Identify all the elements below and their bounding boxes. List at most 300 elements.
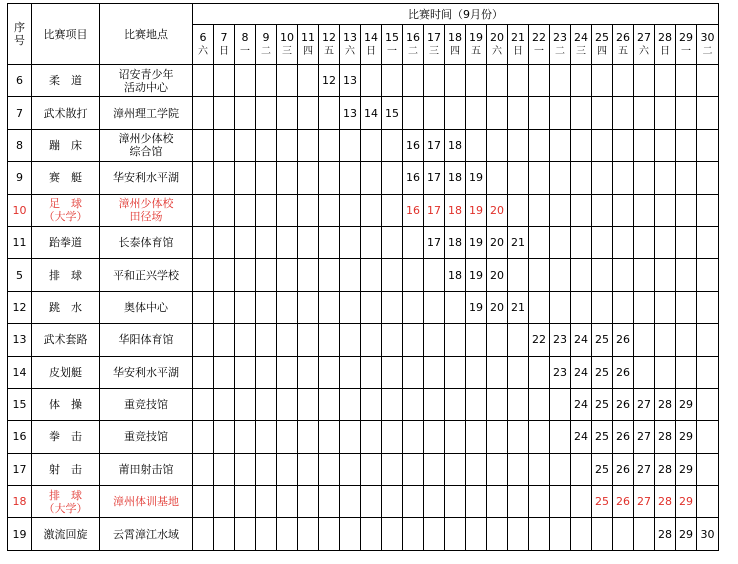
date-cell — [697, 226, 719, 258]
date-cell — [508, 162, 529, 194]
row-venue: 长泰体育馆 — [100, 226, 193, 258]
row-event: 皮划艇 — [32, 356, 100, 388]
date-cell — [193, 421, 214, 453]
day-weekday: 六 — [345, 46, 355, 57]
row-venue: 华安利水平湖 — [100, 162, 193, 194]
date-cell — [277, 486, 298, 518]
date-cell — [340, 129, 361, 161]
date-cell — [340, 226, 361, 258]
day-header-12 — [319, 25, 340, 65]
date-cell — [298, 162, 319, 194]
date-cell — [235, 226, 256, 258]
date-cell — [613, 129, 634, 161]
day-weekday: 六 — [198, 46, 208, 57]
date-cell — [613, 226, 634, 258]
date-cell — [382, 356, 403, 388]
row-event: 武术散打 — [32, 97, 100, 129]
day-number: 20 — [490, 31, 504, 44]
date-cell — [445, 324, 466, 356]
day-number: 30 — [700, 31, 715, 44]
date-cell — [256, 226, 277, 258]
date-cell: 25 — [592, 453, 613, 485]
date-cell — [466, 356, 487, 388]
day-weekday: 四 — [303, 46, 313, 57]
date-cell — [235, 65, 256, 97]
date-cell: 21 — [508, 291, 529, 323]
date-cell: 14 — [361, 97, 382, 129]
date-cell — [319, 388, 340, 420]
date-cell — [550, 453, 571, 485]
date-cell: 27 — [634, 453, 655, 485]
table-row — [8, 226, 719, 258]
date-cell — [361, 453, 382, 485]
day-weekday: 日 — [366, 46, 376, 57]
date-cell — [277, 97, 298, 129]
row-event: 蹦 床 — [32, 129, 100, 161]
row-venue: 重竞技馆 — [100, 421, 193, 453]
date-cell — [298, 291, 319, 323]
date-cell: 25 — [592, 421, 613, 453]
day-header-8 — [235, 25, 256, 65]
date-cell — [214, 129, 235, 161]
date-cell — [529, 421, 550, 453]
date-cell: 16 — [403, 194, 424, 226]
date-cell — [277, 162, 298, 194]
date-cell — [214, 97, 235, 129]
row-venue: 华安利水平湖 — [100, 356, 193, 388]
day-weekday: 一 — [534, 46, 544, 57]
date-cell — [550, 259, 571, 291]
date-cell — [193, 518, 214, 550]
row-venue: 漳州理工学院 — [100, 97, 193, 129]
date-cell — [277, 421, 298, 453]
date-cell — [235, 291, 256, 323]
date-cell — [424, 324, 445, 356]
row-event: 排 球 — [32, 259, 100, 291]
date-cell — [466, 486, 487, 518]
date-cell — [361, 162, 382, 194]
date-cell: 27 — [634, 486, 655, 518]
date-cell — [592, 129, 613, 161]
date-cell: 20 — [487, 259, 508, 291]
date-cell — [340, 388, 361, 420]
date-cell — [361, 356, 382, 388]
date-cell — [340, 194, 361, 226]
row-venue: 华阳体育馆 — [100, 324, 193, 356]
date-cell: 21 — [508, 226, 529, 258]
date-cell — [424, 291, 445, 323]
date-cell: 22 — [529, 324, 550, 356]
date-cell — [487, 324, 508, 356]
date-cell: 29 — [676, 388, 697, 420]
day-weekday: 四 — [450, 46, 460, 57]
row-seq: 9 — [8, 162, 32, 194]
day-number: 26 — [616, 31, 630, 44]
day-number: 8 — [241, 31, 249, 44]
day-header-29 — [676, 25, 697, 65]
date-cell — [592, 162, 613, 194]
date-cell — [571, 129, 592, 161]
date-cell — [634, 356, 655, 388]
date-cell — [256, 162, 277, 194]
day-header-28 — [655, 25, 676, 65]
date-cell — [445, 388, 466, 420]
day-number: 23 — [553, 31, 567, 44]
date-cell — [361, 226, 382, 258]
date-cell — [550, 97, 571, 129]
date-cell — [634, 518, 655, 550]
row-seq: 12 — [8, 291, 32, 323]
table-row — [8, 518, 719, 550]
date-cell: 18 — [445, 226, 466, 258]
date-cell — [550, 129, 571, 161]
date-cell — [613, 291, 634, 323]
date-cell — [403, 259, 424, 291]
date-cell — [340, 453, 361, 485]
date-cell — [193, 129, 214, 161]
row-event: 跆拳道 — [32, 226, 100, 258]
table-row — [8, 129, 719, 161]
date-cell — [277, 65, 298, 97]
date-cell — [697, 486, 719, 518]
date-cell — [634, 65, 655, 97]
date-cell — [466, 421, 487, 453]
row-seq: 7 — [8, 97, 32, 129]
header-seq-label: 序号 — [14, 21, 25, 47]
date-cell — [529, 291, 550, 323]
date-cell — [277, 259, 298, 291]
row-seq: 14 — [8, 356, 32, 388]
date-cell — [529, 194, 550, 226]
date-cell — [571, 259, 592, 291]
row-seq: 13 — [8, 324, 32, 356]
date-cell — [298, 194, 319, 226]
date-cell — [277, 324, 298, 356]
day-header-16 — [403, 25, 424, 65]
date-cell — [676, 194, 697, 226]
date-cell — [697, 324, 719, 356]
date-cell — [424, 388, 445, 420]
date-cell — [676, 356, 697, 388]
date-cell — [655, 291, 676, 323]
date-cell — [214, 421, 235, 453]
date-cell — [466, 453, 487, 485]
header-time-title: 比赛时间（9月份） — [193, 4, 719, 25]
date-cell — [340, 324, 361, 356]
day-header-13 — [340, 25, 361, 65]
header-row-top — [8, 4, 719, 25]
date-cell — [235, 162, 256, 194]
table-row — [8, 194, 719, 226]
date-cell — [592, 226, 613, 258]
header-event: 比赛项目 — [32, 4, 100, 65]
date-cell — [634, 97, 655, 129]
row-event: 排 球 （大学） — [32, 486, 100, 518]
table-row — [8, 421, 719, 453]
date-cell — [592, 65, 613, 97]
date-cell: 23 — [550, 356, 571, 388]
date-cell — [319, 259, 340, 291]
date-cell — [445, 97, 466, 129]
date-cell: 28 — [655, 421, 676, 453]
date-cell — [487, 129, 508, 161]
date-cell — [298, 453, 319, 485]
table-row — [8, 162, 719, 194]
date-cell — [298, 259, 319, 291]
table-row — [8, 97, 719, 129]
date-cell: 28 — [655, 453, 676, 485]
date-cell — [697, 388, 719, 420]
date-cell — [655, 97, 676, 129]
date-cell — [571, 65, 592, 97]
date-cell — [382, 486, 403, 518]
date-cell: 17 — [424, 194, 445, 226]
date-cell — [424, 356, 445, 388]
date-cell — [529, 129, 550, 161]
date-cell — [319, 194, 340, 226]
day-header-9 — [256, 25, 277, 65]
date-cell: 26 — [613, 453, 634, 485]
date-cell — [382, 421, 403, 453]
date-cell — [550, 518, 571, 550]
row-venue: 漳州体训基地 — [100, 486, 193, 518]
day-number: 15 — [385, 31, 399, 44]
date-cell — [529, 388, 550, 420]
date-cell — [424, 486, 445, 518]
date-cell — [445, 518, 466, 550]
date-cell — [550, 388, 571, 420]
date-cell — [256, 65, 277, 97]
date-cell — [193, 486, 214, 518]
date-cell — [529, 486, 550, 518]
date-cell — [508, 453, 529, 485]
row-seq: 5 — [8, 259, 32, 291]
day-weekday: 二 — [555, 46, 565, 57]
row-event: 足 球 （大学） — [32, 194, 100, 226]
day-header-25 — [592, 25, 613, 65]
date-cell: 19 — [466, 259, 487, 291]
date-cell — [613, 194, 634, 226]
schedule-header — [8, 4, 719, 65]
date-cell — [508, 518, 529, 550]
date-cell — [256, 356, 277, 388]
date-cell: 29 — [676, 486, 697, 518]
date-cell — [235, 453, 256, 485]
date-cell: 23 — [550, 324, 571, 356]
date-cell — [592, 259, 613, 291]
date-cell — [487, 65, 508, 97]
date-cell: 26 — [613, 486, 634, 518]
date-cell — [592, 194, 613, 226]
date-cell — [319, 453, 340, 485]
date-cell — [445, 291, 466, 323]
date-cell — [319, 486, 340, 518]
table-row — [8, 291, 719, 323]
date-cell: 18 — [445, 162, 466, 194]
date-cell: 27 — [634, 421, 655, 453]
row-venue: 重竞技馆 — [100, 388, 193, 420]
date-cell — [256, 453, 277, 485]
date-cell — [676, 324, 697, 356]
date-cell — [235, 388, 256, 420]
date-cell — [403, 291, 424, 323]
date-cell — [697, 97, 719, 129]
date-cell — [529, 356, 550, 388]
date-cell: 27 — [634, 388, 655, 420]
row-seq: 19 — [8, 518, 32, 550]
date-cell — [487, 518, 508, 550]
date-cell — [634, 259, 655, 291]
date-cell — [676, 97, 697, 129]
row-venue: 平和正兴学校 — [100, 259, 193, 291]
date-cell — [214, 453, 235, 485]
date-cell — [193, 259, 214, 291]
date-cell — [319, 162, 340, 194]
date-cell — [676, 162, 697, 194]
date-cell — [319, 291, 340, 323]
date-cell — [697, 453, 719, 485]
date-cell — [382, 226, 403, 258]
date-cell — [214, 324, 235, 356]
date-cell — [214, 388, 235, 420]
date-cell — [571, 97, 592, 129]
date-cell — [298, 324, 319, 356]
date-cell — [277, 194, 298, 226]
date-cell — [424, 518, 445, 550]
day-header-17 — [424, 25, 445, 65]
date-cell — [214, 486, 235, 518]
row-event: 跳 水 — [32, 291, 100, 323]
date-cell — [508, 97, 529, 129]
date-cell: 25 — [592, 356, 613, 388]
date-cell — [361, 259, 382, 291]
date-cell — [340, 259, 361, 291]
date-cell — [214, 518, 235, 550]
date-cell — [403, 324, 424, 356]
date-cell — [655, 129, 676, 161]
date-cell: 24 — [571, 356, 592, 388]
day-header-6 — [193, 25, 214, 65]
date-cell — [592, 518, 613, 550]
date-cell: 26 — [613, 388, 634, 420]
table-row — [8, 65, 719, 97]
day-number: 13 — [343, 31, 357, 44]
day-weekday: 三 — [282, 46, 292, 57]
day-weekday: 二 — [702, 46, 713, 57]
date-cell — [508, 486, 529, 518]
date-cell — [340, 291, 361, 323]
date-cell — [277, 291, 298, 323]
date-cell: 26 — [613, 356, 634, 388]
day-header-20 — [487, 25, 508, 65]
date-cell — [529, 162, 550, 194]
date-cell: 17 — [424, 162, 445, 194]
date-cell — [697, 162, 719, 194]
date-cell — [529, 453, 550, 485]
date-cell — [466, 65, 487, 97]
date-cell — [508, 129, 529, 161]
date-cell — [403, 65, 424, 97]
day-header-30 — [697, 25, 719, 65]
date-cell — [508, 421, 529, 453]
day-header-7 — [214, 25, 235, 65]
day-header-15 — [382, 25, 403, 65]
date-cell — [487, 356, 508, 388]
table-row — [8, 356, 719, 388]
day-weekday: 日 — [219, 46, 229, 57]
date-cell — [382, 194, 403, 226]
date-cell — [235, 421, 256, 453]
day-header-11 — [298, 25, 319, 65]
date-cell — [676, 259, 697, 291]
date-cell: 17 — [424, 129, 445, 161]
date-cell — [298, 97, 319, 129]
date-cell — [319, 324, 340, 356]
date-cell — [676, 226, 697, 258]
date-cell — [256, 421, 277, 453]
day-weekday: 六 — [492, 46, 502, 57]
day-weekday: 二 — [261, 46, 271, 57]
date-cell — [256, 97, 277, 129]
date-cell — [277, 226, 298, 258]
date-cell: 24 — [571, 421, 592, 453]
date-cell — [508, 194, 529, 226]
date-cell — [193, 226, 214, 258]
day-number: 22 — [532, 31, 546, 44]
row-venue: 莆田射击馆 — [100, 453, 193, 485]
date-cell: 19 — [466, 226, 487, 258]
date-cell — [550, 291, 571, 323]
day-header-22 — [529, 25, 550, 65]
date-cell — [508, 356, 529, 388]
date-cell — [340, 518, 361, 550]
date-cell — [634, 226, 655, 258]
row-event: 激流回旋 — [32, 518, 100, 550]
date-cell — [214, 356, 235, 388]
date-cell — [676, 65, 697, 97]
date-cell — [361, 324, 382, 356]
date-cell — [487, 486, 508, 518]
date-cell — [403, 421, 424, 453]
date-cell — [214, 291, 235, 323]
date-cell — [214, 259, 235, 291]
row-venue: 云霄漳江水域 — [100, 518, 193, 550]
date-cell — [361, 129, 382, 161]
table-row — [8, 388, 719, 420]
date-cell: 17 — [424, 226, 445, 258]
date-cell — [424, 453, 445, 485]
day-header-18 — [445, 25, 466, 65]
date-cell — [529, 259, 550, 291]
date-cell — [277, 518, 298, 550]
date-cell — [529, 97, 550, 129]
date-cell — [424, 421, 445, 453]
date-cell: 25 — [592, 388, 613, 420]
date-cell — [298, 65, 319, 97]
date-cell — [256, 388, 277, 420]
date-cell — [193, 97, 214, 129]
date-cell — [340, 162, 361, 194]
table-row — [8, 486, 719, 518]
date-cell — [382, 162, 403, 194]
header-venue: 比赛地点 — [100, 4, 193, 65]
date-cell — [487, 162, 508, 194]
date-cell — [403, 388, 424, 420]
day-weekday: 一 — [681, 46, 691, 57]
date-cell — [550, 162, 571, 194]
date-cell — [466, 518, 487, 550]
schedule-body — [8, 65, 719, 551]
